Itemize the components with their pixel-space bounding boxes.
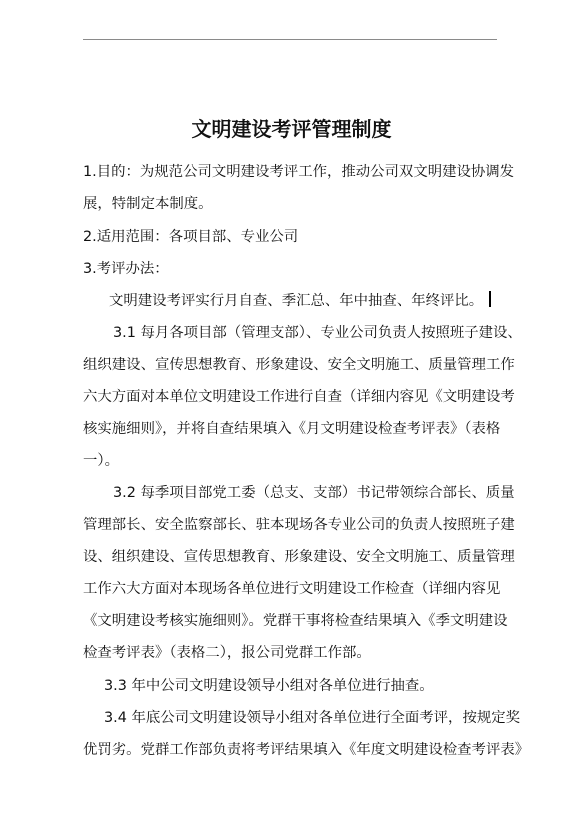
paragraph-line: 1.目的：为规范公司文明建设考评工作，推动公司双文明建设协调发 (83, 164, 515, 180)
paragraph-text: 文明建设考评实行月自查、季汇总、年中抽查、年终评比。 (109, 293, 484, 309)
paragraph-line: 优罚劣。党群工作部负责将考评结果填入《年度文明建设检查考评表》 (83, 742, 530, 758)
paragraph-line: 3.2 每季项目部党工委（总支、支部）书记带领综合部长、质量 (113, 485, 515, 501)
paragraph-line: 管理部长、安全监察部长、驻本现场各专业公司的负责人按照班子建 (83, 517, 515, 533)
paragraph-line: 3.考评办法： (83, 261, 169, 277)
paragraph-line: 《文明建设考核实施细则》。党群干事将检查结果填入《季文明建设 (83, 613, 508, 629)
paragraph-line: 3.1 每月各项目部（管理支部）、专业公司负责人按照班子建设、 (113, 325, 522, 341)
paragraph-line: 展，特制定本制度。 (83, 196, 213, 212)
paragraph-line: 检查考评表》（表格二），报公司党群工作部。 (83, 645, 371, 661)
paragraph-line: 3.4 年底公司文明建设领导小组对各单位进行全面考评，按规定奖 (104, 710, 521, 726)
paragraph-line: 组织建设、宣传思想教育、形象建设、安全文明施工、质量管理工作 (83, 357, 515, 373)
paragraph-line (109, 291, 491, 311)
document-title: 文明建设考评管理制度 (191, 117, 392, 141)
header-rule (83, 39, 497, 40)
paragraph-line: 工作六大方面对本现场各单位进行文明建设工作检查（详细内容见 (83, 581, 501, 597)
paragraph-line: 一）。 (83, 453, 119, 469)
paragraph-line: 3.3 年中公司文明建设领导小组对各单位进行抽查。 (104, 678, 434, 694)
paragraph-line: 六大方面对本单位文明建设工作进行自查（详细内容见《文明建设考 (83, 389, 515, 405)
paragraph-line: 核实施细则》，并将自查结果填入《月文明建设检查考评表》（表格 (83, 421, 501, 437)
paragraph-line: 设、组织建设、宣传思想教育、形象建设、安全文明施工、质量管理 (83, 549, 515, 565)
text-cursor (489, 291, 491, 307)
paragraph-line: 2.适用范围：各项目部、专业公司 (83, 229, 299, 245)
